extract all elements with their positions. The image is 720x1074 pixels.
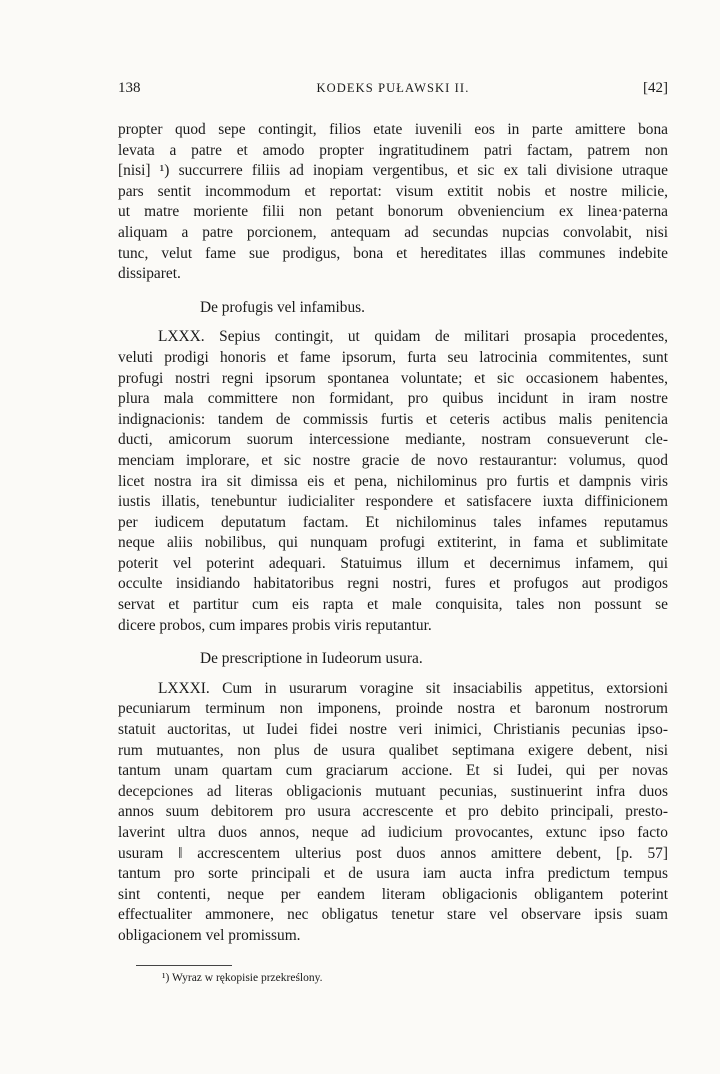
text-line: tantum pro sorte principali et de usura iam aucta infra predictum tempus (118, 865, 668, 883)
text-line: dissiparet. (118, 265, 181, 283)
text-line: sint contenti, neque per eandem literam obligacionis obligantem poterint (118, 885, 668, 903)
paragraph-lxxxi (118, 679, 668, 947)
text-line: LXXXI. Cum in usurarum voragine sit insaciabilis appetitus, extorsioni (158, 679, 668, 697)
text-line: profugi nostri regni ipsorum spontanea voluntate; et sic occasionem habentes, (118, 369, 668, 387)
text-line: neque aliis nobilibus, qui nunquam profugi extiterint, in fama et sublimitate (118, 534, 668, 552)
body-text (118, 120, 668, 947)
section-heading-profugis: De profugis vel infamibus. (200, 298, 365, 316)
page-number: 138 (118, 80, 141, 96)
text-line: obligacionem vel promissum. (118, 926, 301, 944)
text-line: tantum unam quartam cum graciarum accione. Et si Iudei, qui per novas (118, 762, 668, 780)
text-line: levata a patre et amodo propter ingratitudinem patri factam, patrem non (118, 141, 668, 159)
text-line: iustis illatis, tenebuntur iudicialiter respondere et satisfacere iuxta diffinicionem (118, 493, 668, 511)
text-line: pecuniarum terminum non imponens, proinde nostra et baronum nostrorum (118, 700, 668, 718)
section-heading-usura: De prescriptione in Iudeorum usura. (200, 650, 423, 668)
text-line: rum mutuantes, non plus de usura qualibet septimana exigere debent, nisi (118, 741, 668, 759)
section-marker: [42] (643, 80, 668, 96)
text-line: laverint ultra duos annos, neque ad iudicium provocantes, extunc ipso facto (118, 824, 668, 841)
text-line: occulte insidiando habitatoribus regni nostri, fures et profugos aut prodigos (118, 575, 668, 593)
paragraph-continuation (118, 120, 668, 285)
text-line: pars sentit incommodum et reportat: visum extitit nobis et nostre milicie, (118, 182, 668, 200)
text-line: LXXX. Sepius contingit, ut quidam de militari prosapia procedentes, (158, 328, 668, 346)
text-line: ut matre moriente filii non petant bonorum obveniencium ex linea·paterna (118, 203, 668, 221)
text-line: veluti prodigi honoris et fame ipsorum, furta seu latrocinia commitentes, sunt (118, 348, 668, 366)
text-line: effectualiter ammonere, nec obligatus tenetur stare vel observare ipsis suam (118, 906, 668, 924)
running-header (118, 80, 668, 102)
footnote: ¹) Wyraz w rękopisie przekreślony. (162, 972, 323, 984)
text-line: menciam implorare, et sic nostre gracie de novo restaurantur: volumus, quod (118, 451, 668, 469)
paragraph-lxxx (118, 327, 668, 636)
text-line: aliquam a patre porcionem, antequam ad secundas nupcias convolabit, nisi (118, 223, 668, 241)
text-line: tunc, velut fame sue prodigus, bona et hereditates illas communes indebite (118, 244, 668, 262)
text-line: annos suum debitorem pro usura accrescente et pro debito principali, presto- (118, 803, 668, 821)
text-line: dicere probos, cum impares probis viris reputantur. (118, 616, 432, 634)
text-line: ducti, amicorum suorum intercessione mediante, nostram consueverunt cle- (118, 431, 668, 449)
text-line: servat et partitur cum eis rapta et male conquisita, tales non possunt se (118, 596, 668, 614)
text-line: indignacionis: tandem de commissis furtis et ceteris actibus malis penitencia (118, 410, 668, 428)
text-line: per iudicem deputatum factam. Et nichilominus tales infames reputamus (118, 513, 668, 531)
running-title: KODEKS PUŁAWSKI II. (316, 81, 470, 95)
text-line: usuram ‖ accrescentem ulterius post duos annos amittere debent, [p. 57] (118, 844, 668, 862)
footnote-rule (136, 965, 232, 966)
text-line: statuit auctoritas, ut Iudei fidei nostre veri inimici, Christianis pecunias ipso- (118, 721, 668, 739)
text-line: licet nostra ira sit dimissa eis et pena, nichilominus pro furtis et dampnis viris (118, 472, 668, 490)
text-line: poterit vel poterint adequari. Statuimus illum et decernimus infamem, qui (118, 554, 668, 572)
text-line: plura mala committere non formidant, pro quibus incidunt in iram nostre (118, 390, 668, 408)
text-line: [nisi] ¹) succurrere filiis ad inopiam vergentibus, et sic ex tali divisione utraque (118, 162, 668, 180)
text-line: decepciones ad literas obligacionis mutuant pecunias, sustinuerint infra duos (118, 782, 668, 800)
text-line: propter quod sepe contingit, filios etate iuvenili eos in parte amittere bona (118, 121, 668, 138)
